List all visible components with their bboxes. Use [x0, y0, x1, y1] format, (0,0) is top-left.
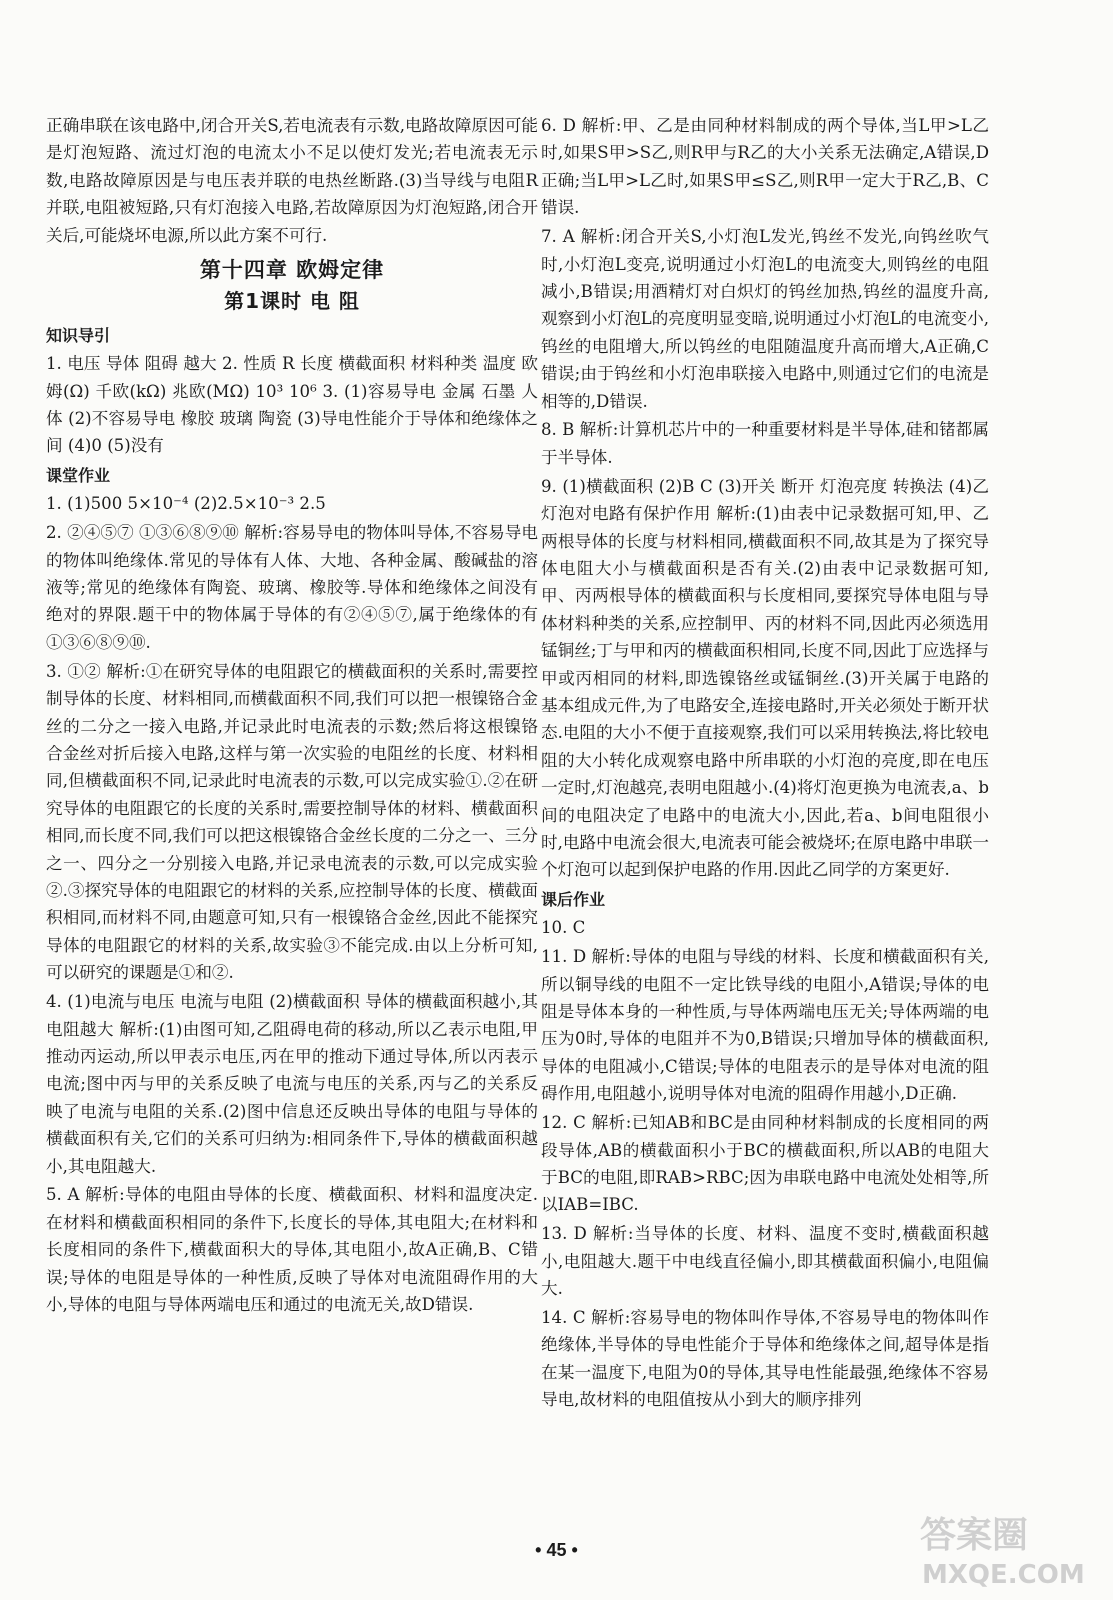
answer-3: 3. ①② 解析:①在研究导体的电阻跟它的横截面积的关系时,需要控制导体的长度、材料相同,而横截面积不同,我们可以把一根镍铬合金丝的二分之一接入电路,并记录此时电流表的示数;然后将这根镍铬合金丝对折后接入电路,这样与第一次实验的电阻丝的长度、材料相同,但横截面积不同,记录此时电流表的示数,可以完成实验①.②在研究导体的电阻跟它的长度的关系时,需要控制导体的材料、横截面积相同,而长度不同,我们可以把这根镍铬合金丝长度的二分之一、三分之一、四分之一分别接入电路,并记录电流表的示数,可以完成实验②.③探究导体的电阻跟它的材料的关系,应控制导体的长度、横截面积相同,而材料不同,由题意可知,只有一根镍铬合金丝,因此不能探究导体的电阻跟它的材料的关系,故实验③不能完成.由以上分析可知,可以研究的课题是①和②.	[46, 661, 538, 983]
lesson-title: 第1课时 电 阻	[224, 289, 360, 314]
answer-4: 4. (1)电流与电压 电流与电阻 (2)横截面积 导体的横截面积越小,其电阻越大 解析:(1)由图可知,乙阻碍电荷的移动,所以乙表示电阻,甲推动丙运动,所以甲表示电压,丙在甲的推动下通过导体,所以丙表示电流;图中丙与甲的关系反映了电流与电压的关系,丙与乙的关系反映了电流与电阻的关系.(2)图中信息还反映出导体的电阻与导体的横截面积有关,它们的关系可归纳为:相同条件下,导体的横截面积越小,其电阻越大.	[46, 992, 538, 1176]
intro-paragraph: 正确串联在该电路中,闭合开关S,若电流表有示数,电路故障原因可能是灯泡短路、流过灯泡的电流太小不足以使灯发光;若电流表无示数,电路故障原因是与电压表并联的电热丝断路.(3)当导线与电阻R并联,电阻被短路,只有灯泡接入电路,若故障原因为灯泡短路,闭合开关后,可能烧坏电源,所以此方案不可行.	[46, 116, 538, 245]
watermark-line1: 答案圈	[920, 1515, 1029, 1556]
answer-14: 14. C 解析:容易导电的物体叫作导体,不容易导电的物体叫作绝缘体,半导体的导电性能介于导体和绝缘体之间,超导体是指在某一温度下,电阻为0的导体,其导电性能最强,绝缘体不容易导电,故材料的电阻值按从小到大的顺序排列	[541, 1307, 989, 1410]
answer-12: 12. C 解析:已知AB和BC是由同种材料制成的长度相同的两段导体,AB的横截面积小于BC的横截面积,所以AB的电阻大于BC的电阻,即RAB>RBC;因为串联电路中电流处处相等,所以IAB=IBC.	[541, 1113, 989, 1215]
chapter-title: 第十四章 欧姆定律	[199, 258, 385, 283]
section-heading-classwork: 课堂作业	[46, 465, 111, 485]
right-column	[541, 112, 989, 1415]
answer-1: 1. (1)500 5×10⁻⁴ (2)2.5×10⁻³ 2.5	[46, 494, 326, 514]
answer-2: 2. ②④⑤⑦ ①③⑥⑧⑨⑩ 解析:容易导电的物体叫导体,不容易导电的物体叫绝缘体.常见的导体有人体、大地、各种金属、酸碱盐的溶液等;常见的绝缘体有陶瓷、玻璃、橡胶等.导体和绝缘体之间没有绝对的界限.题干中的物体属于导体的有②④⑤⑦,属于绝缘体的有①③⑥⑧⑨⑩.	[46, 523, 538, 652]
answer-9: 9. (1)横截面积 (2)B C (3)开关 断开 灯泡亮度 转换法 (4)乙 灯泡对电路有保护作用 解析:(1)由表中记录数据可知,甲、乙两根导体的长度与材料相同,横截面积不同,故其是为了探究导体电阻大小与横截面积是否有关.(2)由表中记录数据可知,甲、丙两根导体的横截面积与长度相同,要探究导体电阻与导体材料种类的关系,应控制甲、丙的材料不同,因此丙必须选用锰铜丝;丁与甲和丙的横截面积相同,长度不同,因此丁应选择与甲或丙相同的材料,即选镍铬丝或锰铜丝.(3)开关属于电路的基本组成元件,为了电路安全,连接电路时,开关必须处于断开状态.电阻的大小不便于直接观察,我们可以采用转换法,将比较电阻的大小转化成观察电路中所串联的小灯泡的亮度,即在电压一定时,灯泡越亮,表明电阻越小.(4)将灯泡更换为电流表,a、b间的电阻决定了电路中的电流大小,因此,若a、b间电阻很小时,电路中电流会很大,电流表可能会被烧坏;在原电路中串联一个灯泡可以起到保护电路的作用.因此乙同学的方案更好.	[541, 476, 989, 880]
answer-7: 7. A 解析:闭合开关S,小灯泡L发光,钨丝不发光,向钨丝吹气时,小灯泡L变亮,说明通过小灯泡L的电流变大,则钨丝的电阻减小,B错误;用酒精灯对白炽灯的钨丝加热,钨丝的温度升高,观察到小灯泡L的亮度明显变暗,说明通过小灯泡L的电流变小,钨丝的电阻增大,所以钨丝的电阻随温度升高而增大,A正确,C错误;由于钨丝和小灯泡串联接入电路中,则通过它们的电流是相等的,D错误.	[541, 227, 989, 411]
answer-8: 8. B 解析:计算机芯片中的一种重要材料是半导体,硅和锗都属于半导体.	[541, 420, 989, 467]
answer-10: 10. C	[541, 918, 586, 938]
watermark-line2: MXQE.COM	[922, 1560, 1085, 1590]
watermark-logo	[900, 1505, 1100, 1595]
left-column	[46, 112, 538, 1320]
answer-6: 6. D 解析:甲、乙是由同种材料制成的两个导体,当L甲>L乙时,如果S甲>S乙,则R甲与R乙的大小关系无法确定,A错误,D正确;当L甲>L乙时,如果S甲≤S乙,则R甲一定大于R乙,B、C错误.	[541, 116, 989, 218]
answer-5: 5. A 解析:导体的电阻由导体的长度、横截面积、材料和温度决定.在材料和横截面积相同的条件下,长度长的导体,其电阻大;在材料和长度相同的条件下,横截面积大的导体,其电阻小,故A正确,B、C错误;导体的电阻是导体的一种性质,反映了导体对电流阻碍作用的大小,导体的电阻与导体两端电压和通过的电流无关,故D错误.	[46, 1185, 538, 1315]
section-heading-knowledge: 知识导引	[46, 325, 111, 345]
answer-11: 11. D 解析:导体的电阻与导线的材料、长度和横截面积有关,所以铜导线的电阻不一定比铁导线的电阻小,A错误;导体的电阻是导体本身的一种性质,与导体两端电压无关;导体两端的电压为0时,导体的电阻并不为0,B错误;只增加导体的横截面积,导体的电阻减小,C错误;导体的电阻表示的是导体对电流的阻碍作用,电阻越小,说明导体对电流的阻碍作用越小,D正确.	[541, 947, 989, 1104]
page-number: • 45 •	[535, 1540, 578, 1560]
section-heading-homework: 课后作业	[541, 889, 606, 909]
answer-13: 13. D 解析:当导体的长度、材料、温度不变时,横截面积越小,电阻越大.题干中电线直径偏小,即其横截面积偏小,电阻偏大.	[541, 1224, 989, 1299]
knowledge-answers: 1. 电压 导体 阻碍 越大 2. 性质 R 长度 横截面积 材料种类 温度 欧姆(Ω) 千欧(kΩ) 兆欧(MΩ) 10³ 10⁶ 3. (1)容易导电 金属 石墨 人体 (2)不容易导电 橡胶 玻璃 陶瓷 (3)导电性能介于导体和绝缘体之间 (4)0 (5)没有	[46, 354, 538, 456]
